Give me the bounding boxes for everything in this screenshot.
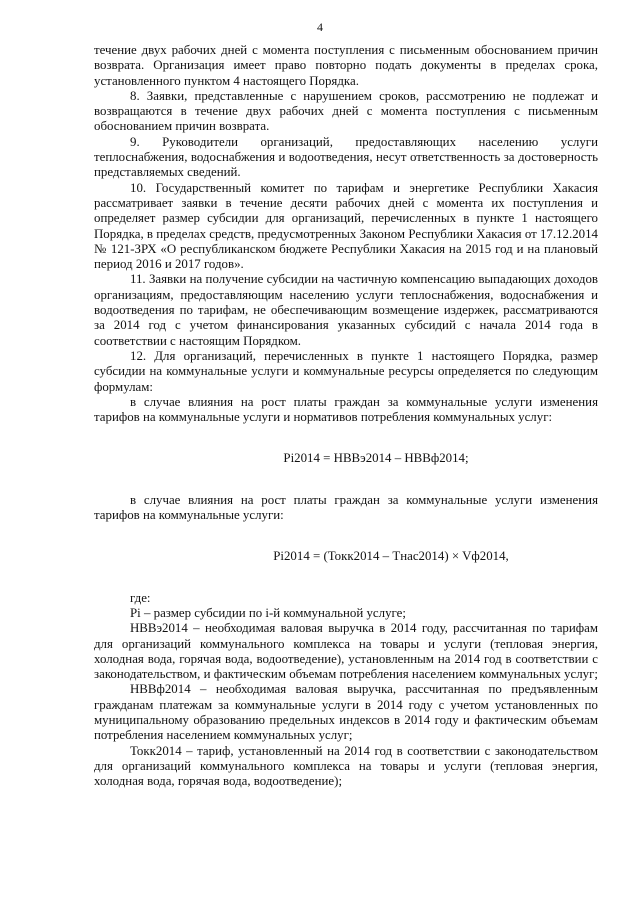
definition-nvvf: НВВф2014 – необходимая валовая выручка, рассчитанная по предъявленным гражданам платежам за коммунальные услуги в 2014 году с учетом установленных по муниципальному образованию предельных индексов в 2014 году и фактическим объемам потребления населением коммунальных услуг; <box>94 682 598 743</box>
page-number: 4 <box>317 20 323 34</box>
paragraph-continuation: течение двух рабочих дней с момента поступления с письменным обоснованием причин возврата. Организация имеет право повторно подать документы в пределах срока, установленного пунктом 4 настоящего Порядка. <box>94 43 598 88</box>
formula-1: Pi2014 = НВВэ2014 – НВВф2014; <box>283 451 469 466</box>
paragraph-9: 9. Руководители организаций, предоставляющих населению услуги теплоснабжения, водоснабжения и водоотведения, несут ответственность за достоверность представляемых сведений. <box>94 134 598 180</box>
definition-pi: Pi – размер субсидии по i-й коммунальной услуге; <box>130 605 406 620</box>
paragraph-11: 11. Заявки на получение субсидии на частичную компенсацию выпадающих доходов организациям, предоставляющим населению услуги теплоснабжения, водоснабжения и водоотведения по тарифам, не обеспечивающим возмещение издержек, рассматриваются за 2014 год с учетом финансирования указанных субсидий с начала 2014 года в соответствии с настоящим Порядком. <box>94 272 598 348</box>
formula-2: Pi2014 = (Токк2014 – Тнас2014) × Vф2014, <box>273 549 509 564</box>
formula-intro-1: в случае влияния на рост платы граждан за коммунальные услуги изменения тарифов на коммунальные услуги и нормативов потребления коммунальных услуг: <box>94 394 598 425</box>
definition-nvve: НВВэ2014 – необходимая валовая выручка в 2014 году, рассчитанная по тарифам для организаций коммунального комплекса на товары и услуги (тепловая энергия, холодная вода, горячая вода, водоотведение), установленным на 2014 год в соответствии с законодательством, и фактическим объемам потребления населением коммунальных услуг; <box>94 621 598 682</box>
document-body <box>94 43 598 789</box>
definition-where: где: <box>130 590 151 605</box>
paragraph-8: 8. Заявки, представленные с нарушением сроков, рассмотрению не подлежат и возвращаются в течение двух рабочих дней с момента поступления с письменным обоснованием причин возврата. <box>94 88 598 134</box>
paragraph-10: 10. Государственный комитет по тарифам и энергетике Республики Хакасия рассматривает заявки в течение десяти рабочих дней с момента их поступления и определяет размер субсидии для организаций, перечисленных в пункте 1 настоящего Порядка, в пределах средств, предусмотренных Законом Республики Хакасия от 17.12.2014 № 121-ЗРХ «О республиканском бюджете Республики Хакасия на 2015 год и на плановый период 2016 и 2017 годов». <box>94 180 598 272</box>
formula-intro-2: в случае влияния на рост платы граждан за коммунальные услуги изменения тарифов на коммунальные услуги: <box>94 492 598 523</box>
definition-tokk: Токк2014 – тариф, установленный на 2014 год в соответствии с законодательством для организаций коммунального комплекса на товары и услуги (тепловая энергия, холодная вода, горячая вода, водоотведение); <box>94 743 598 789</box>
paragraph-12: 12. Для организаций, перечисленных в пункте 1 настоящего Порядка, размер субсидии на коммунальные услуги и коммунальные ресурсы определяется по следующим формулам: <box>94 348 598 394</box>
